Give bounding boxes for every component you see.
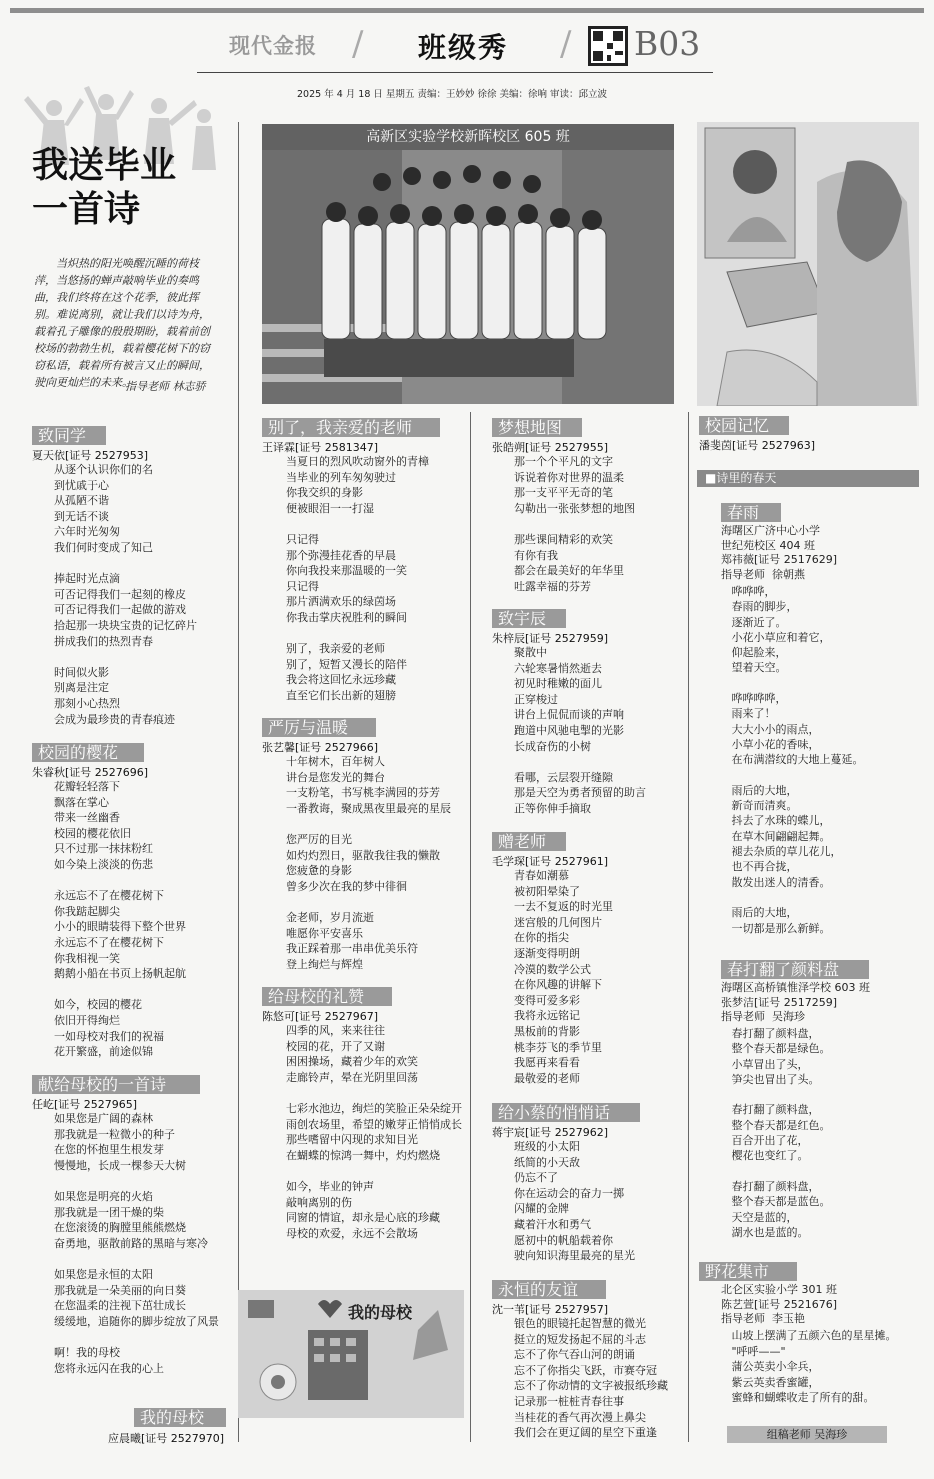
poem-title-bar: 献给母校的一首诗 — [32, 1075, 200, 1094]
poem-title-bar: 赠老师 — [492, 832, 566, 851]
poem-title-bar: 校园的樱花 — [32, 743, 144, 762]
poem-author: 王译霖[证号 2581347] — [262, 441, 379, 454]
poem-body: 花瓣轻轻落下 飘落在掌心 带来一丝幽香 校园的樱花依旧 只不过那一抹抹粉红 如今染上淡淡的伤悲 永远忘不了在樱花树下 你我踮起脚尖 小小的眼睛装得下整个世界 永远忘不了在樱花树下 你我相视一笑 鹅鹅小船在书页上扬帆起航 如今，校园的樱花 依旧开得绚烂 一如母校对我们的祝福 花开繁盛，前途似锦 — [54, 780, 186, 1059]
poem-author: 夏天依[证号 2527953] — [32, 449, 149, 462]
drawing-label: 我的母校 — [348, 1303, 413, 1322]
poem-meta: 海曙区广济中心小学 世纪苑校区 404 班 郑祎薇[证号 2517629] 指导老师 徐朝燕 — [721, 524, 838, 581]
feature-title-line1: 我送毕业 — [32, 144, 177, 186]
poem-body: 山坡上摆满了五颜六色的星星摊。 "呼呼——" 蒲公英卖小伞兵， 紫云英卖香蜜罐， 蜜蜂和蝴蝶收走了所有的甜。 — [731, 1329, 897, 1405]
feature-intro: 当炽热的阳光唤醒沉睡的荷枝萍，当悠扬的蝉声敲响毕业的奏鸣曲，我们终将在这个花季，彼此挥别。难说离别，就让我们以诗为舟，载着孔子雕像的殷殷期盼，载着前创校场的勃勃生机，载着樱花树下的窃窃私语，载着所有被言又止的瞬间，驶向更灿烂的未来。 — [34, 257, 210, 389]
section-title: 班级秀 — [418, 31, 509, 64]
poem-author: 陈悠可[证号 2527967] — [262, 1010, 379, 1023]
poem-title-bar: 致同学 — [32, 426, 106, 445]
poem-title-bar: 永恒的友谊 — [492, 1280, 606, 1299]
poem-title-bar: 严厉与温暖 — [262, 718, 376, 737]
class-photo — [262, 124, 674, 404]
dateline: 2025 年 4 月 18 日 星期五 责编：王妙妙 徐徐 美编：徐响 审读：邱立波 — [297, 89, 608, 100]
poem-title-bar: 校园记忆 — [699, 416, 789, 435]
poem-body: 青春如潮慕 被初阳晕染了 一去不复返的时光里 迷宫般的几何图片 在你的指尖 逐渐变得明朗 冷漠的数学公式 在你风趣的讲解下 变得可爱多彩 我将永远铭记 黑板前的背影 桃李芬飞的季节里 我愿再来看看 最敬爱的老师 — [514, 869, 613, 1085]
poem-body: 十年树木，百年树人 讲台是您发光的舞台 一支粉笔，书写桃李满园的芬芳 一番教诲，聚成黑夜里最亮的星辰 您严厉的目光 如灼灼烈日，驱散我往我的懒散 您疲惫的身影 曾多少次在我的梦中徘徊 金老师，岁月流逝 唯愿你平安喜乐 我正踩着那一串串优美乐符 登上绚烂与辉煌 — [286, 755, 451, 971]
poem-author: 朱梓辰[证号 2527959] — [492, 632, 609, 645]
page-number: B03 — [634, 24, 701, 63]
photo-caption: 高新区实验学校新晖校区 605 班 — [262, 124, 674, 150]
poem-title-bar: 给小蔡的悄悄话 — [492, 1103, 640, 1122]
poem-body: 银色的眼镜托起智慧的微光 挺立的短发扬起不屈的斗志 忘不了你气吞山河的朗诵 忘不了你指尖飞跃，市赛夺冠 忘不了你动情的文字被报纸珍藏 记录那一桩桩青春往事 当桂花的香气再次漫上鼻尖 我们会在更辽阔的星空下重逢 — [514, 1317, 668, 1440]
poem-author: 任屹[证号 2527965] — [32, 1098, 138, 1111]
poem-body: 四季的风，来来往往 校园的花，开了又谢 困困操场，藏着少年的欢笑 走廊铃声，晕在光阴里回荡 七彩水池边，绚烂的笑脸正朵朵绽开 雨创农场里，希望的嫩芽正悄悄成长 那些嗜留中闪现的求知目光 在蝴蝶的惊鸿一舞中，灼灼燃烧 如今，毕业的钟声 敲响离别的伤 同窗的情谊，却永是心底的珍藏 母校的欢爱，永远不会散场 — [286, 1024, 462, 1240]
paper-name: 现代金报 — [229, 34, 317, 58]
column-rule — [688, 412, 689, 1442]
poem-title-bar: 野花集市 — [699, 1262, 797, 1281]
poem-author: 沈一苇[证号 2527957] — [492, 1303, 609, 1316]
poem-body: 如果您是广阔的森林 那我就是一粒微小的种子 在您的怀抱里生根发芽 慢慢地，长成一棵参天大树 如果您是明亮的火焰 那我就是一团干燥的柴 在您滚烫的胸膛里熊熊燃烧 奋勇地，驱散前路的黑暗与寒冷 如果您是永恒的太阳 那我就是一朵美丽的向日葵 在您温柔的注视下茁壮成长 缓缓地，追随你的脚步绽放了风景 啊！我的母校 您将永远闪在我的心上 — [54, 1112, 219, 1375]
masthead-rule — [197, 72, 713, 73]
top-rule — [10, 8, 924, 13]
poem-author: 张皓朔[证号 2527955] — [492, 441, 609, 454]
poem-body: 那一个个平凡的文字 诉说着你对世界的温柔 那一支平平无奇的笔 勾勒出一张张梦想的地图 那些课间精彩的欢笑 有你有我 都会在最美好的年华里 吐露幸福的芬芳 — [514, 455, 635, 593]
poem-title-bar: 别了，我亲爱的老师 — [262, 418, 440, 437]
poem-author: 朱睿秋[证号 2527696] — [32, 766, 149, 779]
poem-title-bar: 给母校的礼赞 — [262, 987, 392, 1006]
my-school-drawing — [238, 1290, 464, 1418]
poem-body: 当夏日的烈风吹动窗外的青樟 当毕业的列车匆匆驶过 你我交织的身影 便被眼泪一一打湿 只记得 那个弥漫挂花香的早晨 你向我投来那温暖的一笑 只记得 那片洒满欢乐的绿茵场 你我击掌庆祝胜利的瞬间 别了，我亲爱的老师 别了，短暂又漫长的陪伴 我会将这回忆永远珍藏 直至它们长出新的翅膀 — [286, 455, 429, 702]
poem-title-bar: 春打翻了颜料盘 — [721, 960, 869, 979]
poem-meta: 北仑区实验小学 301 班 陈艺萱[证号 2521676] 指导老师 李玉艳 — [721, 1283, 838, 1325]
qr-code-icon — [588, 26, 628, 66]
divider-slash: / — [352, 24, 364, 64]
column-rule — [238, 122, 239, 1442]
poem-body: 聚散中 六轮寒暑悄然逝去 初见时稚嫩的面儿 正穿梭过 讲台上侃侃而谈的声响 跑道中风驰电掣的光影 长成奋伤的小树 看哪，云层裂开缝隙 那是天空为勇者预留的助言 正等你伸手摘取 — [514, 646, 646, 815]
poem-title-bar: 我的母校 — [134, 1408, 226, 1427]
poem-author: 张艺馨[证号 2527966] — [262, 741, 379, 754]
poem-body: 班级的小太阳 纸简的小天敌 仍忘不了 你在运动会的奋力一掷 闪耀的金牌 藏着汗水和勇气 愿初中的帆船载着你 驶向知识海里最亮的星光 — [514, 1140, 635, 1263]
spring-section-header: ■诗里的春天 — [697, 470, 919, 487]
feature-title-line2: 一首诗 — [32, 188, 141, 230]
poem-author: 蒋宇宸[证号 2527962] — [492, 1126, 609, 1139]
intro-teacher: 指导老师 林志骄 — [125, 380, 206, 393]
poem-meta: 海曙区高桥镇惟泽学校 603 班 张梦洁[证号 2517259] 指导老师 吴海珍 — [721, 981, 870, 1023]
poem-title-bar: 梦想地图 — [492, 418, 582, 437]
divider-slash: / — [560, 24, 572, 64]
student-drawing — [697, 122, 919, 406]
column-rule — [470, 412, 471, 1442]
poem-author: 毛学琛[证号 2527961] — [492, 855, 609, 868]
organizer-credit: 组稿老师 吴海珍 — [727, 1426, 887, 1443]
drawing-author: 应晨曦[证号 2527970] — [108, 1432, 225, 1445]
poem-title-bar: 致宇辰 — [492, 609, 566, 628]
poem-title-bar: 春雨 — [721, 503, 781, 522]
poem-body: 从逐个认识你们的名 到忧戚于心 从孤陋不谐 到无话不谈 六年时光匆匆 我们何时变成了知己 捧起时光点滴 可否记得我们一起刻的橡皮 可否记得我们一起做的游戏 拾起那一块块宝贵的记忆碎片 拼成我们的热烈青春 时间似火影 别离是注定 那刻小心热烈 会成为最珍贵的青春痕迹 — [54, 463, 197, 726]
poem-author: 潘斐茵[证号 2527963] — [699, 439, 816, 452]
poem-body: 春打翻了颜料盘， 整个春天都是绿色。 小草冒出了头， 笋尖也冒出了头。 春打翻了颜料盘， 整个春天都是红色。 百合开出了花， 樱花也变红了。 春打翻了颜料盘， 整个春天都是蓝色。 天空是蓝的， 湖水也是蓝的。 — [731, 1027, 831, 1239]
poem-body: 哗哗哗， 春雨的脚步， 逐渐近了。 小花小草应和着它， 仰起脸来， 望着天空。 哗哗哗哗， 雨来了！ 大大小小的雨点， 小草小花的香味， 在布满潜纹的大地上蔓延。 雨后的大地， 新奇而清爽。 抖去了水珠的蝶儿， 在草木间翩翩起舞。 褪去杂质的草儿花儿， 也不再合拢， 散发出迷人的清香。 雨后的大地， 一切都是那么新鲜。 — [731, 585, 864, 935]
